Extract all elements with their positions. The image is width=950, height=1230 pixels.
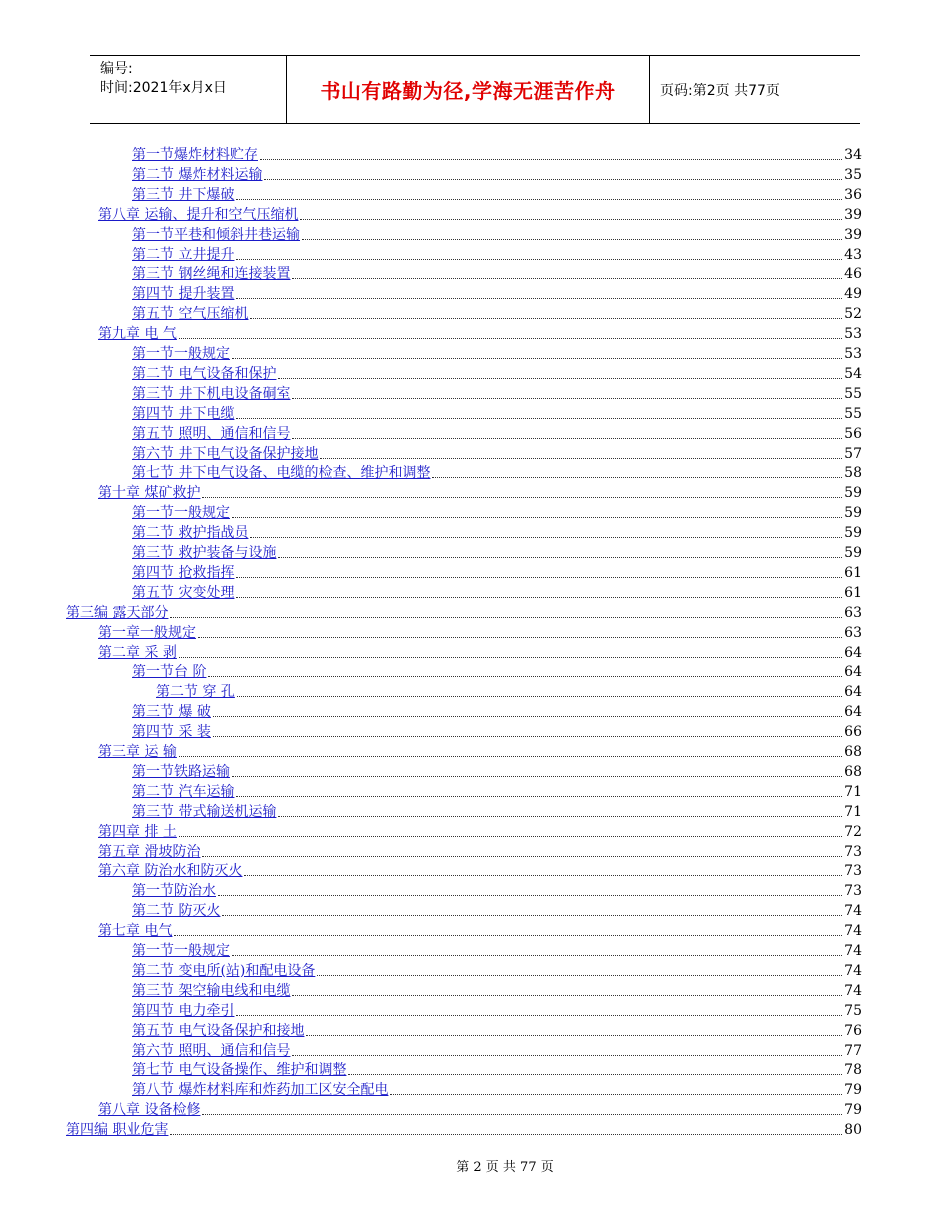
toc-dot-leader — [236, 258, 842, 260]
toc-entry[interactable] — [66, 602, 862, 622]
toc-entry-link[interactable]: 第一节铁路运输 — [132, 763, 230, 780]
toc-page-number: 61 — [844, 584, 862, 601]
toc-entry[interactable] — [132, 184, 862, 204]
toc-page-number: 74 — [844, 943, 862, 959]
toc-page-number: 49 — [844, 286, 862, 303]
header-page-label: 页码:第2页 共77页 — [660, 82, 780, 99]
toc-page-number: 34 — [844, 147, 862, 163]
toc-page-number: 43 — [844, 246, 862, 263]
toc-entry[interactable] — [132, 960, 862, 980]
toc-entry-link[interactable]: 第三节 钢丝绳和连接装置 — [132, 266, 291, 283]
toc-entry-link[interactable]: 第二节 救护指战员 — [132, 525, 249, 542]
toc-entry[interactable] — [132, 1059, 862, 1079]
toc-entry-link[interactable]: 第二节 电气设备和保护 — [132, 365, 277, 382]
toc-entry-link[interactable]: 第六章 防治水和防灭火 — [98, 863, 243, 880]
toc-entry-link[interactable]: 第一节一般规定 — [132, 505, 230, 522]
toc-entry-link[interactable]: 第三节 救护装备与设施 — [132, 545, 277, 561]
toc-entry-link[interactable]: 第七章 电气 — [98, 923, 173, 940]
toc-page-number: 53 — [844, 326, 862, 343]
toc-page-number: 54 — [844, 365, 862, 382]
toc-entry[interactable] — [132, 1020, 862, 1040]
toc-entry[interactable] — [132, 542, 862, 562]
toc-dot-leader — [232, 954, 842, 956]
toc-entry[interactable] — [132, 303, 862, 323]
toc-entry[interactable] — [132, 343, 862, 363]
toc-page-number: 55 — [844, 405, 862, 422]
document-number-label: 编号: — [100, 61, 133, 77]
toc-entry[interactable] — [98, 741, 862, 761]
toc-entry-link[interactable]: 第四章 排 土 — [98, 823, 177, 840]
toc-dot-leader — [278, 377, 842, 379]
toc-dot-leader — [236, 596, 842, 598]
toc-page-number: 76 — [844, 1022, 862, 1039]
toc-dot-leader — [348, 1073, 842, 1075]
toc-page-number: 64 — [844, 664, 862, 681]
toc-entry-link[interactable]: 第八章 运输、提升和空气压缩机 — [98, 206, 299, 223]
toc-entry[interactable] — [132, 880, 862, 900]
toc-entry[interactable] — [132, 263, 862, 283]
toc-dot-leader — [317, 974, 842, 976]
toc-entry[interactable] — [132, 781, 862, 801]
toc-page-number: 57 — [844, 445, 862, 462]
toc-page-number: 55 — [844, 385, 862, 402]
toc-entry-link[interactable]: 第九章 电 气 — [98, 326, 177, 343]
toc-entry-link[interactable]: 第五节 灾变处理 — [132, 584, 235, 601]
toc-entry-link[interactable]: 第五章 滑坡防治 — [98, 843, 201, 860]
toc-page-number: 39 — [844, 226, 862, 243]
toc-page-number: 63 — [844, 604, 862, 621]
header-page-cell — [650, 56, 860, 123]
toc-page-number: 46 — [844, 266, 862, 283]
toc-page-number: 79 — [844, 1102, 862, 1119]
toc-dot-leader — [222, 914, 842, 916]
toc-page-number: 74 — [844, 923, 862, 940]
toc-dot-leader — [236, 198, 842, 200]
toc-page-number: 80 — [844, 1122, 862, 1139]
toc-dot-leader — [300, 218, 842, 220]
toc-dot-leader — [278, 815, 842, 817]
toc-page-number: 59 — [844, 505, 862, 522]
toc-dot-leader — [236, 576, 842, 578]
toc-dot-leader — [232, 357, 842, 359]
toc-dot-leader — [432, 476, 842, 478]
toc-page-number: 74 — [844, 903, 862, 920]
toc-entry[interactable] — [98, 1099, 862, 1119]
toc-page-number: 64 — [844, 644, 862, 661]
toc-entry-link[interactable]: 第四节 提升装置 — [132, 286, 235, 303]
toc-entry[interactable] — [132, 1079, 862, 1099]
toc-entry-link[interactable]: 第三节 架空输电线和电缆 — [132, 982, 291, 999]
toc-entry[interactable] — [98, 323, 862, 343]
toc-entry[interactable] — [132, 582, 862, 602]
toc-dot-leader — [250, 536, 842, 538]
toc-dot-leader — [264, 178, 842, 180]
toc-entry[interactable] — [132, 502, 862, 522]
document-time-label: 时间:2021年x月x日 — [100, 80, 227, 96]
toc-entry-link[interactable]: 第五节 电气设备保护和接地 — [132, 1022, 305, 1039]
toc-entry[interactable] — [98, 841, 862, 861]
toc-page-number: 78 — [844, 1062, 862, 1079]
footer-page-number: 第 2 页 共 77 页 — [456, 1160, 554, 1175]
toc-entry-link[interactable]: 第二节 变电所(站)和配电设备 — [132, 962, 316, 979]
toc-dot-leader — [179, 835, 842, 837]
toc-dot-leader — [202, 496, 842, 498]
toc-entry-link[interactable]: 第三编 露天部分 — [66, 604, 169, 621]
toc-dot-leader — [202, 855, 842, 857]
toc-entry-link[interactable]: 第四节 抢救指挥 — [132, 564, 235, 581]
toc-entry[interactable] — [132, 980, 862, 1000]
toc-entry-link[interactable]: 第一节平巷和倾斜井巷运输 — [132, 226, 300, 243]
toc-page-number: 59 — [844, 485, 862, 502]
header-motto: 书山有路勤为径,学海无涯苦作舟 — [320, 79, 616, 103]
toc-page-number: 53 — [844, 346, 862, 362]
toc-page-number: 59 — [844, 525, 862, 542]
toc-entry[interactable] — [98, 204, 862, 224]
toc-page-number: 71 — [844, 783, 862, 800]
toc-entry-link[interactable]: 第十章 煤矿救护 — [98, 485, 201, 502]
toc-dot-leader — [236, 417, 842, 419]
toc-dot-leader — [174, 934, 842, 936]
toc-dot-leader — [306, 1034, 842, 1036]
toc-entry-link[interactable]: 第二章 采 剥 — [98, 644, 177, 661]
toc-entry[interactable] — [132, 661, 862, 681]
toc-dot-leader — [292, 437, 842, 439]
toc-entry-link[interactable]: 第八节 爆炸材料库和炸药加工区安全配电 — [132, 1082, 389, 1099]
toc-dot-leader — [292, 397, 842, 399]
toc-page-number: 79 — [844, 1082, 862, 1099]
toc-entry-link[interactable]: 第一节一般规定 — [132, 943, 230, 959]
toc-entry[interactable] — [132, 721, 862, 741]
toc-dot-leader — [213, 735, 842, 737]
toc-page-number: 74 — [844, 962, 862, 979]
toc-entry[interactable] — [132, 443, 862, 463]
header-motto-cell — [286, 56, 650, 123]
toc-dot-leader — [302, 238, 842, 240]
toc-entry-link[interactable]: 第二节 穿 孔 — [156, 684, 235, 701]
toc-entry[interactable] — [132, 522, 862, 542]
toc-entry-link[interactable]: 第六节 照明、通信和信号 — [132, 1042, 291, 1059]
page-header — [90, 55, 860, 124]
toc-entry-link[interactable]: 第三章 运 输 — [98, 744, 177, 760]
toc-entry-link[interactable]: 第一节防治水 — [132, 883, 216, 900]
toc-entry[interactable] — [132, 462, 862, 482]
toc-entry-link[interactable]: 第一节爆炸材料贮存 — [132, 147, 258, 163]
toc-page-number: 61 — [844, 564, 862, 581]
toc-dot-leader — [179, 337, 842, 339]
toc-entry-link[interactable]: 第二节 汽车运输 — [132, 783, 235, 800]
toc-page-number: 68 — [844, 763, 862, 780]
toc-dot-leader — [198, 636, 842, 638]
toc-entry[interactable] — [132, 701, 862, 721]
toc-page-number: 63 — [844, 624, 862, 641]
toc-page-number: 56 — [844, 425, 862, 442]
toc-page-number: 72 — [844, 823, 862, 840]
toc-entry[interactable] — [132, 224, 862, 244]
toc-dot-leader — [232, 516, 842, 518]
toc-entry-link[interactable]: 第四节 井下电缆 — [132, 405, 235, 422]
toc-dot-leader — [179, 755, 842, 757]
toc-entry-link[interactable]: 第三节 井下机电设备硐室 — [132, 385, 291, 402]
toc-entry[interactable] — [132, 1000, 862, 1020]
toc-page-number: 73 — [844, 863, 862, 880]
toc-entry[interactable] — [132, 144, 862, 164]
toc-page-number: 58 — [844, 465, 862, 482]
toc-dot-leader — [213, 715, 842, 717]
toc-entry[interactable] — [132, 283, 862, 303]
toc-page-number: 71 — [844, 803, 862, 820]
toc-entry[interactable] — [132, 423, 862, 443]
toc-entry-link[interactable]: 第八章 设备检修 — [98, 1102, 201, 1119]
toc-entry-link[interactable]: 第七节 井下电气设备、电缆的检查、维护和调整 — [132, 465, 431, 482]
toc-dot-leader — [208, 675, 842, 677]
toc-entry[interactable] — [98, 622, 862, 642]
toc-entry[interactable] — [98, 821, 862, 841]
toc-entry-link[interactable]: 第四节 电力牵引 — [132, 1002, 235, 1019]
header-left-cell — [90, 56, 286, 123]
toc-entry[interactable] — [156, 681, 862, 701]
toc-entry[interactable] — [132, 940, 862, 960]
toc-page-number: 68 — [844, 744, 862, 760]
toc-page-number: 73 — [844, 843, 862, 860]
toc-entry[interactable] — [132, 383, 862, 403]
toc-page-number: 36 — [844, 186, 862, 203]
toc-entry-link[interactable]: 第二节 爆炸材料运输 — [132, 166, 263, 183]
toc-entry[interactable] — [132, 244, 862, 264]
toc-page-number: 75 — [844, 1002, 862, 1019]
toc-page-number: 77 — [844, 1042, 862, 1059]
toc-entry[interactable] — [132, 562, 862, 582]
toc-entry-link[interactable]: 第三节 带式输送机运输 — [132, 803, 277, 820]
toc-dot-leader — [232, 775, 842, 777]
toc-entry[interactable] — [132, 403, 862, 423]
toc-page-number: 64 — [844, 684, 862, 701]
toc-dot-leader — [260, 158, 842, 160]
toc-page-number: 73 — [844, 883, 862, 900]
toc-entry-link[interactable]: 第六节 井下电气设备保护接地 — [132, 445, 319, 462]
toc-entry-link[interactable]: 第一章一般规定 — [98, 624, 196, 641]
toc-dot-leader — [292, 277, 842, 279]
toc-entry-link[interactable]: 第三节 井下爆破 — [132, 186, 235, 203]
toc-dot-leader — [236, 297, 842, 299]
toc-entry[interactable] — [98, 920, 862, 940]
toc-entry[interactable] — [132, 363, 862, 383]
toc-dot-leader — [202, 1113, 842, 1115]
toc-entry-link[interactable]: 第一节台 阶 — [132, 664, 207, 681]
toc-page-number: 59 — [844, 545, 862, 561]
toc-entry[interactable] — [132, 900, 862, 920]
toc-dot-leader — [179, 656, 842, 658]
toc-entry[interactable] — [132, 1040, 862, 1060]
toc-dot-leader — [236, 795, 842, 797]
toc-page-number: 52 — [844, 306, 862, 323]
toc-entry-link[interactable]: 第五节 照明、通信和信号 — [132, 425, 291, 442]
toc-entry[interactable] — [98, 860, 862, 880]
toc-entry-link[interactable]: 第二节 立井提升 — [132, 246, 235, 263]
toc-entry-link[interactable]: 第三节 爆 破 — [132, 704, 211, 721]
toc-dot-leader — [390, 1093, 842, 1095]
toc-entry-link[interactable]: 第二节 防灭火 — [132, 903, 221, 920]
toc-dot-leader — [250, 317, 842, 319]
toc-entry-link[interactable]: 第五节 空气压缩机 — [132, 306, 249, 323]
toc-entry[interactable] — [132, 761, 862, 781]
toc-entry[interactable] — [98, 642, 862, 662]
toc-entry[interactable] — [66, 1119, 862, 1139]
toc-dot-leader — [320, 457, 842, 459]
toc-dot-leader — [170, 616, 842, 618]
toc-dot-leader — [237, 695, 842, 697]
toc-dot-leader — [292, 994, 842, 996]
toc-entry-link[interactable]: 第四节 采 装 — [132, 724, 211, 741]
toc-page-number: 66 — [844, 724, 862, 741]
toc-dot-leader — [236, 1014, 842, 1016]
toc-entry[interactable] — [132, 801, 862, 821]
toc-dot-leader — [218, 894, 842, 896]
toc-dot-leader — [244, 874, 842, 876]
toc-dot-leader — [292, 1054, 842, 1056]
toc-page-number: 64 — [844, 704, 862, 721]
toc-page-number: 74 — [844, 982, 862, 999]
toc-dot-leader — [170, 1133, 842, 1135]
toc-entry-link[interactable]: 第四编 职业危害 — [66, 1122, 169, 1139]
toc-entry[interactable] — [98, 482, 862, 502]
toc-page-number: 39 — [844, 206, 862, 223]
toc-entry-link[interactable]: 第七节 电气设备操作、维护和调整 — [132, 1062, 347, 1079]
toc-dot-leader — [278, 556, 842, 558]
toc-entry-link[interactable]: 第一节一般规定 — [132, 346, 230, 362]
page-footer — [0, 1156, 950, 1175]
toc-page-number: 35 — [844, 166, 862, 183]
toc-entry[interactable] — [132, 164, 862, 184]
